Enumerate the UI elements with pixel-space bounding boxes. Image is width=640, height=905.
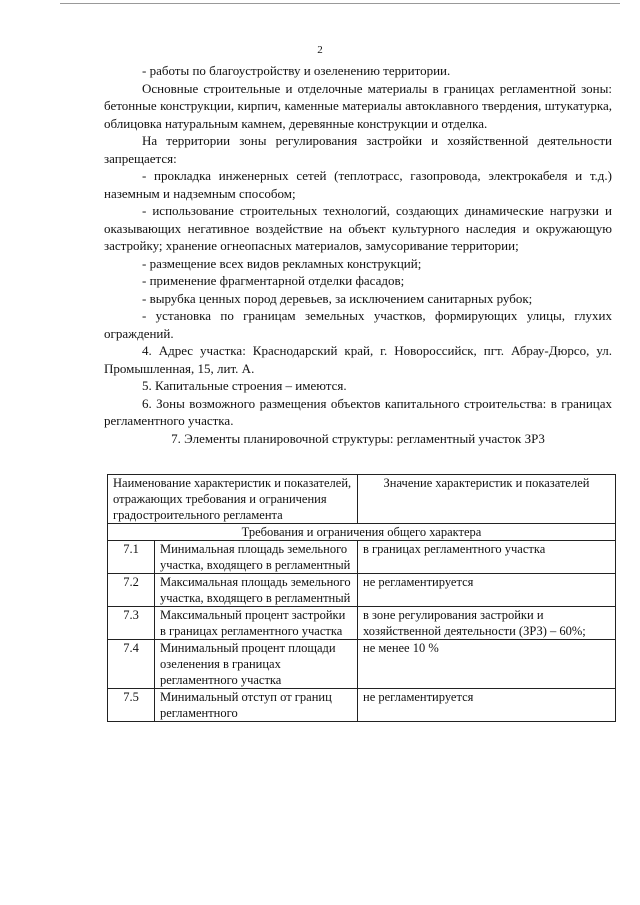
- row-value: не регламентируется: [358, 574, 616, 607]
- table-row: [108, 574, 616, 607]
- paragraph: Основные строительные и отделочные материалы в границах регламентной зоны: бетонные конструкции, кирпич, каменные материалы автоклавного твердения, штукатурка, облицовка натуральным камнем, деревянные конструкции и отделка.: [104, 80, 612, 131]
- page-number: 2: [317, 44, 323, 56]
- paragraph: На территории зоны регулирования застройки и хозяйственной деятельности запрещается:: [104, 133, 612, 166]
- section-row: [108, 524, 616, 541]
- row-name: Минимальный отступ от границ регламентного: [155, 689, 358, 722]
- row-name: Минимальная площадь земельного участка, входящего в регламентный: [155, 541, 358, 574]
- row-number: 7.2: [108, 574, 155, 607]
- row-number: 7.5: [108, 689, 155, 722]
- paragraph: 6. Зоны возможного размещения объектов капитального строительства: в границах регламентного участка.: [104, 395, 612, 428]
- paragraph: - работы по благоустройству и озеленению территории.: [142, 63, 451, 78]
- table-row: [108, 607, 616, 640]
- row-number: 7.4: [108, 640, 155, 689]
- paragraph: - прокладка инженерных сетей (теплотрасс, газопровода, электрокабеля и т.д.) наземным и надземным способом;: [104, 168, 612, 201]
- paragraph: - вырубка ценных пород деревьев, за исключением санитарных рубок;: [142, 290, 533, 306]
- table-row: [108, 640, 616, 689]
- table-header-row: [108, 475, 616, 524]
- paragraph: 4. Адрес участка: Краснодарский край, г. Новороссийск, пгт. Абрау-Дюрсо, ул. Промышленная, 15, лит. А.: [104, 343, 612, 376]
- row-number: 7.1: [108, 541, 155, 574]
- paragraph: 5. Капитальные строения – имеются.: [142, 378, 347, 393]
- row-value: в зоне регулирования застройки и хозяйственной деятельности (ЗРЗ) – 60%;: [358, 607, 616, 640]
- row-value: в границах регламентного участка: [358, 541, 616, 574]
- row-name: Максимальная площадь земельного участка, входящего в регламентный: [155, 574, 358, 607]
- paragraph: - установка по границам земельных участков, формирующих улицы, глухих ограждений.: [104, 308, 612, 341]
- paragraph: - размещение всех видов рекламных конструкций;: [142, 255, 422, 271]
- table-row: [108, 689, 616, 722]
- paragraph: - применение фрагментарной отделки фасадов;: [142, 273, 405, 288]
- section-title: Требования и ограничения общего характера: [108, 524, 616, 541]
- header-value: Значение характеристик и показателей: [358, 475, 616, 524]
- row-number: 7.3: [108, 607, 155, 640]
- row-name: Максимальный процент застройки в границах регламентного участка: [155, 607, 358, 640]
- paragraph: - использование строительных технологий, создающих динамические нагрузки и оказывающих негативное воздействие на объект культурного наследия и окружающую застройку; хранение огнеопасных материалов, замусоривание территории;: [104, 203, 612, 253]
- header-name: Наименование характеристик и показателей, отражающих требования и ограничения градостроительного регламента: [108, 475, 358, 524]
- top-rule: [60, 3, 620, 4]
- document-body: [104, 62, 612, 447]
- row-name: Минимальный процент площади озеленения в границах регламентного участка: [155, 640, 358, 689]
- regulations-table: [107, 474, 616, 722]
- row-value: не регламентируется: [358, 689, 616, 722]
- table-caption: 7. Элементы планировочной структуры: регламентный участок ЗР3: [171, 430, 545, 446]
- table-row: [108, 541, 616, 574]
- row-value: не менее 10 %: [358, 640, 616, 689]
